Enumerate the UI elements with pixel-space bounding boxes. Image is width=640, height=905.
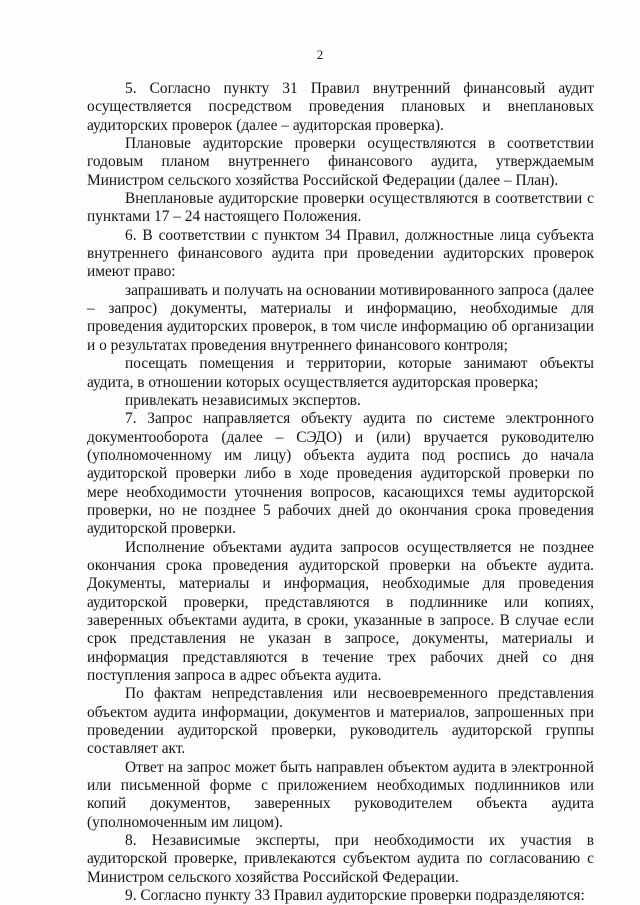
page-number: 2 — [316, 47, 324, 62]
paragraph-8-independent-experts: 8. Независимые эксперты, при необходимости их участия в аудиторской проверке, привлекаются субъектом аудита по согласованию с Министром сельского хозяйства Российской Федерации. — [87, 832, 594, 886]
paragraph-7-request-delivery: 7. Запрос направляется объекту аудита по системе электронного документооборота (далее – СЭДО) и (или) вручается руководителю (уполномоченному им лицу) объекта аудита под роспись до начала аудиторской проверки либо в ходе проведения аудиторской проверки по мере необходимости уточнения вопросов, касающихся темы аудиторской проверки, но не позднее 5 рабочих дней до окончания срока проведения аудиторской проверки. — [87, 410, 594, 538]
paragraph-5-internal-audit: 5. Согласно пункту 31 Правил внутренний финансовый аудит осуществляется посредством проведения плановых и внеплановых аудиторских проверок (далее – аудиторская проверка). — [87, 80, 594, 134]
paragraph-9-audit-types: 9. Согласно пункту 33 Правил аудиторские проверки подразделяются: — [125, 887, 585, 905]
paragraph-non-submission-act: По фактам непредставления или несвоевременного представления объектом аудита информации, документов и материалов, запрошенных при проведении аудиторской проверки, руководитель аудиторской группы составляет акт. — [87, 685, 594, 758]
paragraph-response-form: Ответ на запрос может быть направлен объектом аудита в электронной или письменной форме с приложением необходимых подлинников или копий документов, заверенных руководителем объекта аудита (уполномоченным им лицом). — [87, 758, 594, 831]
document-body — [87, 80, 594, 905]
paragraph-unplanned-audits: Внеплановые аудиторские проверки осуществляются в соответствии с пунктами 17 – 24 настоящего Положения. — [87, 190, 594, 226]
paragraph-planned-audits: Плановые аудиторские проверки осуществляются в соответствии годовым планом внутреннего финансового аудита, утверждаемым Министром сельского хозяйства Российской Федерации (далее – План). — [87, 135, 594, 189]
paragraph-right-visit-premises: посещать помещения и территории, которые занимают объекты аудита, в отношении которых осуществляется аудиторская проверка; — [87, 355, 594, 391]
paragraph-request-execution: Исполнение объектами аудита запросов осуществляется не позднее окончания срока проведения аудиторской проверки на объекте аудита. Документы, материалы и информация, необходимые для проведения аудиторской проверки, представляются в подлиннике или копиях, заверенных объектами аудита, в сроки, указанные в запросе. В случае если срок представления не указан в запросе, документы, материалы и информация представляются в течение трех рабочих дней со дня поступления запроса в адрес объекта аудита. — [87, 538, 594, 684]
paragraph-right-involve-experts: привлекать независимых экспертов. — [125, 391, 361, 409]
paragraph-right-request-documents: запрашивать и получать на основании мотивированного запроса (далее – запрос) документы, материалы и информацию, необходимые для проведения аудиторских проверок, в том числе информацию об организации и о результатах проведения внутреннего финансового контроля; — [87, 281, 594, 354]
paragraph-6-rights-intro: 6. В соответствии с пунктом 34 Правил, должностные лица субъекта внутреннего финансового аудита при проведении аудиторских проверок имеют право: — [87, 226, 594, 281]
